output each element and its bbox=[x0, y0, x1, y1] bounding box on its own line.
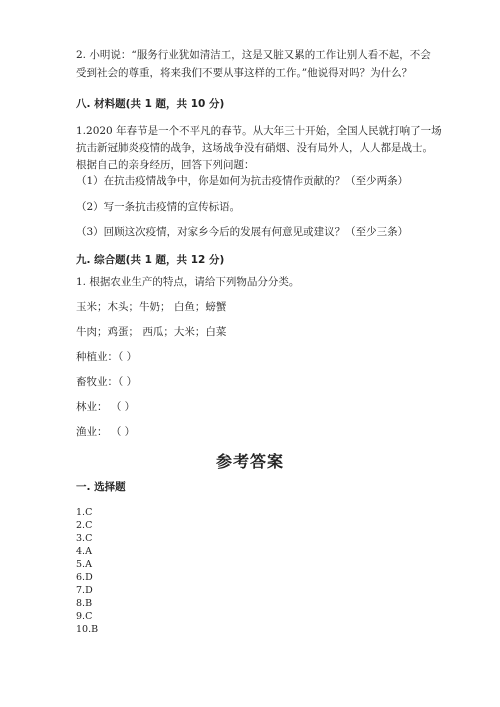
blank-fishery: 渔业： （ ） bbox=[76, 426, 136, 438]
answer-item: 6.D bbox=[76, 572, 93, 583]
question-2-line-1: 2. 小明说：“服务行业犹如清洁工，这是又脏又累的工作让别人看不起，不会 bbox=[76, 49, 431, 61]
answer-section-1-heading: 一. 选择题 bbox=[76, 481, 126, 493]
question-2-line-2: 受到社会的尊重，将来我们不要从事这样的工作。”他说得对吗？为什么？ bbox=[76, 67, 413, 79]
answer-item: 8.B bbox=[76, 598, 93, 609]
answer-item: 4.A bbox=[76, 546, 92, 557]
answer-key-title: 参考答案 bbox=[215, 452, 284, 471]
answer-item: 5.A bbox=[76, 559, 92, 570]
section-8-subquestion-2: （2）写一条抗击疫情的宣传标语。 bbox=[76, 201, 241, 213]
answer-item: 9.C bbox=[76, 611, 93, 622]
section-8-subquestion-3: （3）回顾这次疫情，对家乡今后的发展有何意见或建议？（至少三条） bbox=[76, 226, 409, 238]
section-8-intro-line-1: 1.2020 年春节是一个不平凡的春节。从大年三十开始，全国人民就打响了一场 bbox=[76, 125, 442, 137]
blank-planting: 种植业：（ ） bbox=[76, 351, 138, 363]
section-9-heading: 九. 综合题(共 1 题，共 12 分) bbox=[76, 254, 225, 266]
section-8-heading: 八. 材料题(共 1 题，共 10 分) bbox=[76, 98, 225, 110]
section-9-question: 1. 根据农业生产的特点，请给下列物品分分类。 bbox=[76, 276, 300, 288]
answer-item: 3.C bbox=[76, 533, 93, 544]
section-8-intro-line-2: 抗击新冠肺炎疫情的战争，这场战争没有硝烟、没有局外人，人人都是战士。 bbox=[76, 142, 433, 154]
section-8-subquestion-1: （1）在抗击疫情战争中，你是如何为抗击疫情作贡献的？（至少两条） bbox=[76, 175, 409, 187]
blank-animal-husbandry: 畜牧业：（ ） bbox=[76, 376, 138, 388]
answer-item: 7.D bbox=[76, 585, 93, 596]
blank-forestry: 林业： （ ） bbox=[76, 401, 136, 413]
section-9-items-line-1: 玉米；木头；牛奶； 白鱼；螃蟹 bbox=[76, 301, 227, 313]
section-8-intro-line-3: 根据自己的亲身经历，回答下列问题： bbox=[76, 159, 255, 171]
answer-item: 10.B bbox=[76, 624, 99, 635]
answer-item: 2.C bbox=[76, 520, 93, 531]
section-9-items-line-2: 牛肉；鸡蛋； 西瓜；大米；白菜 bbox=[76, 326, 227, 338]
answer-item: 1.C bbox=[76, 507, 93, 518]
